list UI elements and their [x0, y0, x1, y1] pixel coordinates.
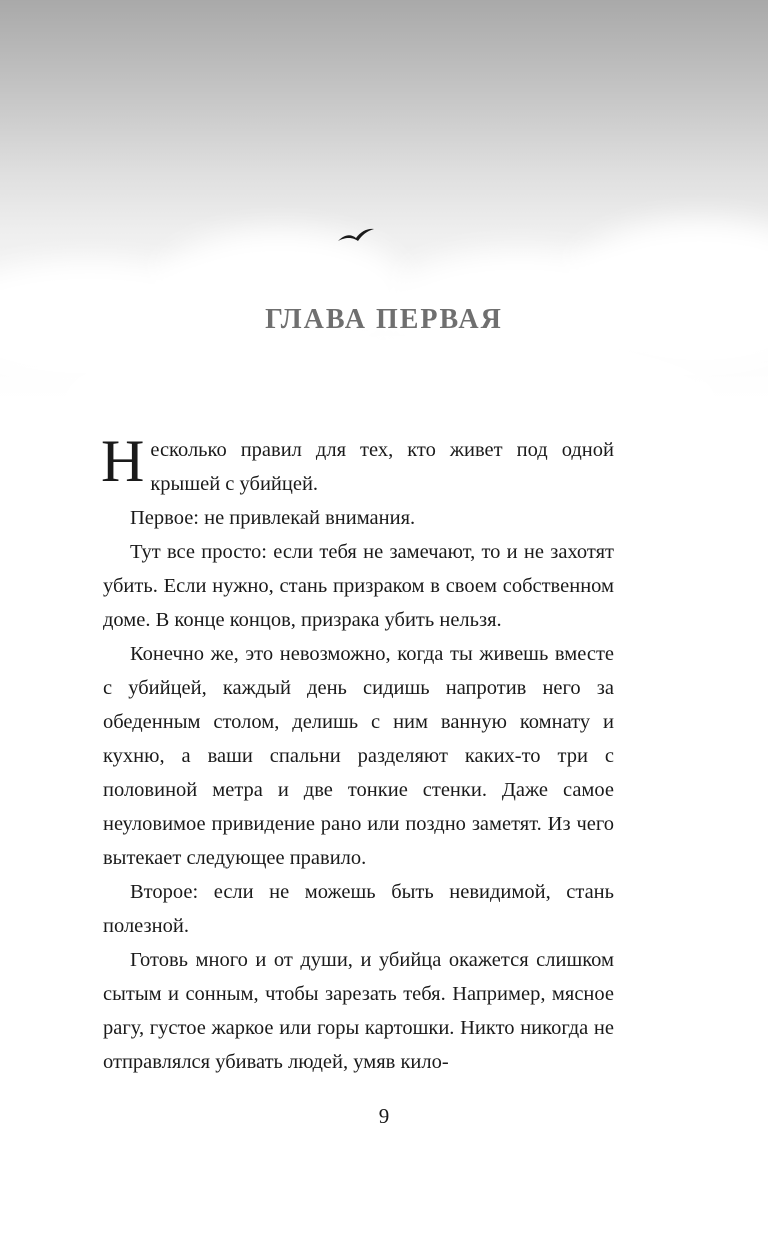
first-paragraph-text: есколько правил для тех, кто живет под одной крышей с убийцей.: [150, 439, 614, 495]
drop-cap: Н: [101, 428, 145, 494]
sky-header-background: [0, 0, 768, 420]
chapter-title: ГЛАВА ПЕРВАЯ: [265, 304, 503, 335]
page-number: 9: [378, 1104, 390, 1128]
bird-icon: [337, 226, 375, 246]
chapter-text: [101, 428, 614, 1079]
paragraph: Второе: если не можешь быть невидимой, стань полезной.: [103, 881, 614, 937]
paragraph: Готовь много и от души, и убийца окажется слишком сытым и сонным, чтобы зарезать тебя. Например, мясное рагу, густое жаркое или горы картошки. Никто никогда не отправлялся убивать людей, умяв кило-: [103, 949, 614, 1073]
paragraph: Тут все просто: если тебя не замечают, то и не захотят убить. Если нужно, стань призраком в своем собственном доме. В конце концов, призрака убить нельзя.: [103, 541, 614, 631]
paragraph: Первое: не привлекай внимания.: [130, 507, 416, 529]
paragraph: [101, 428, 614, 501]
paragraph: Конечно же, это невозможно, когда ты живешь вместе с убийцей, каждый день сидишь напротив него за обеденным столом, делишь с ним ванную комнату и кухню, а ваши спальни разделяют каких-то три с половиной метра и две тонкие стенки. Даже самое неуловимое привидение рано или поздно заметят. Из чего вытекает следующее правило.: [103, 643, 614, 869]
